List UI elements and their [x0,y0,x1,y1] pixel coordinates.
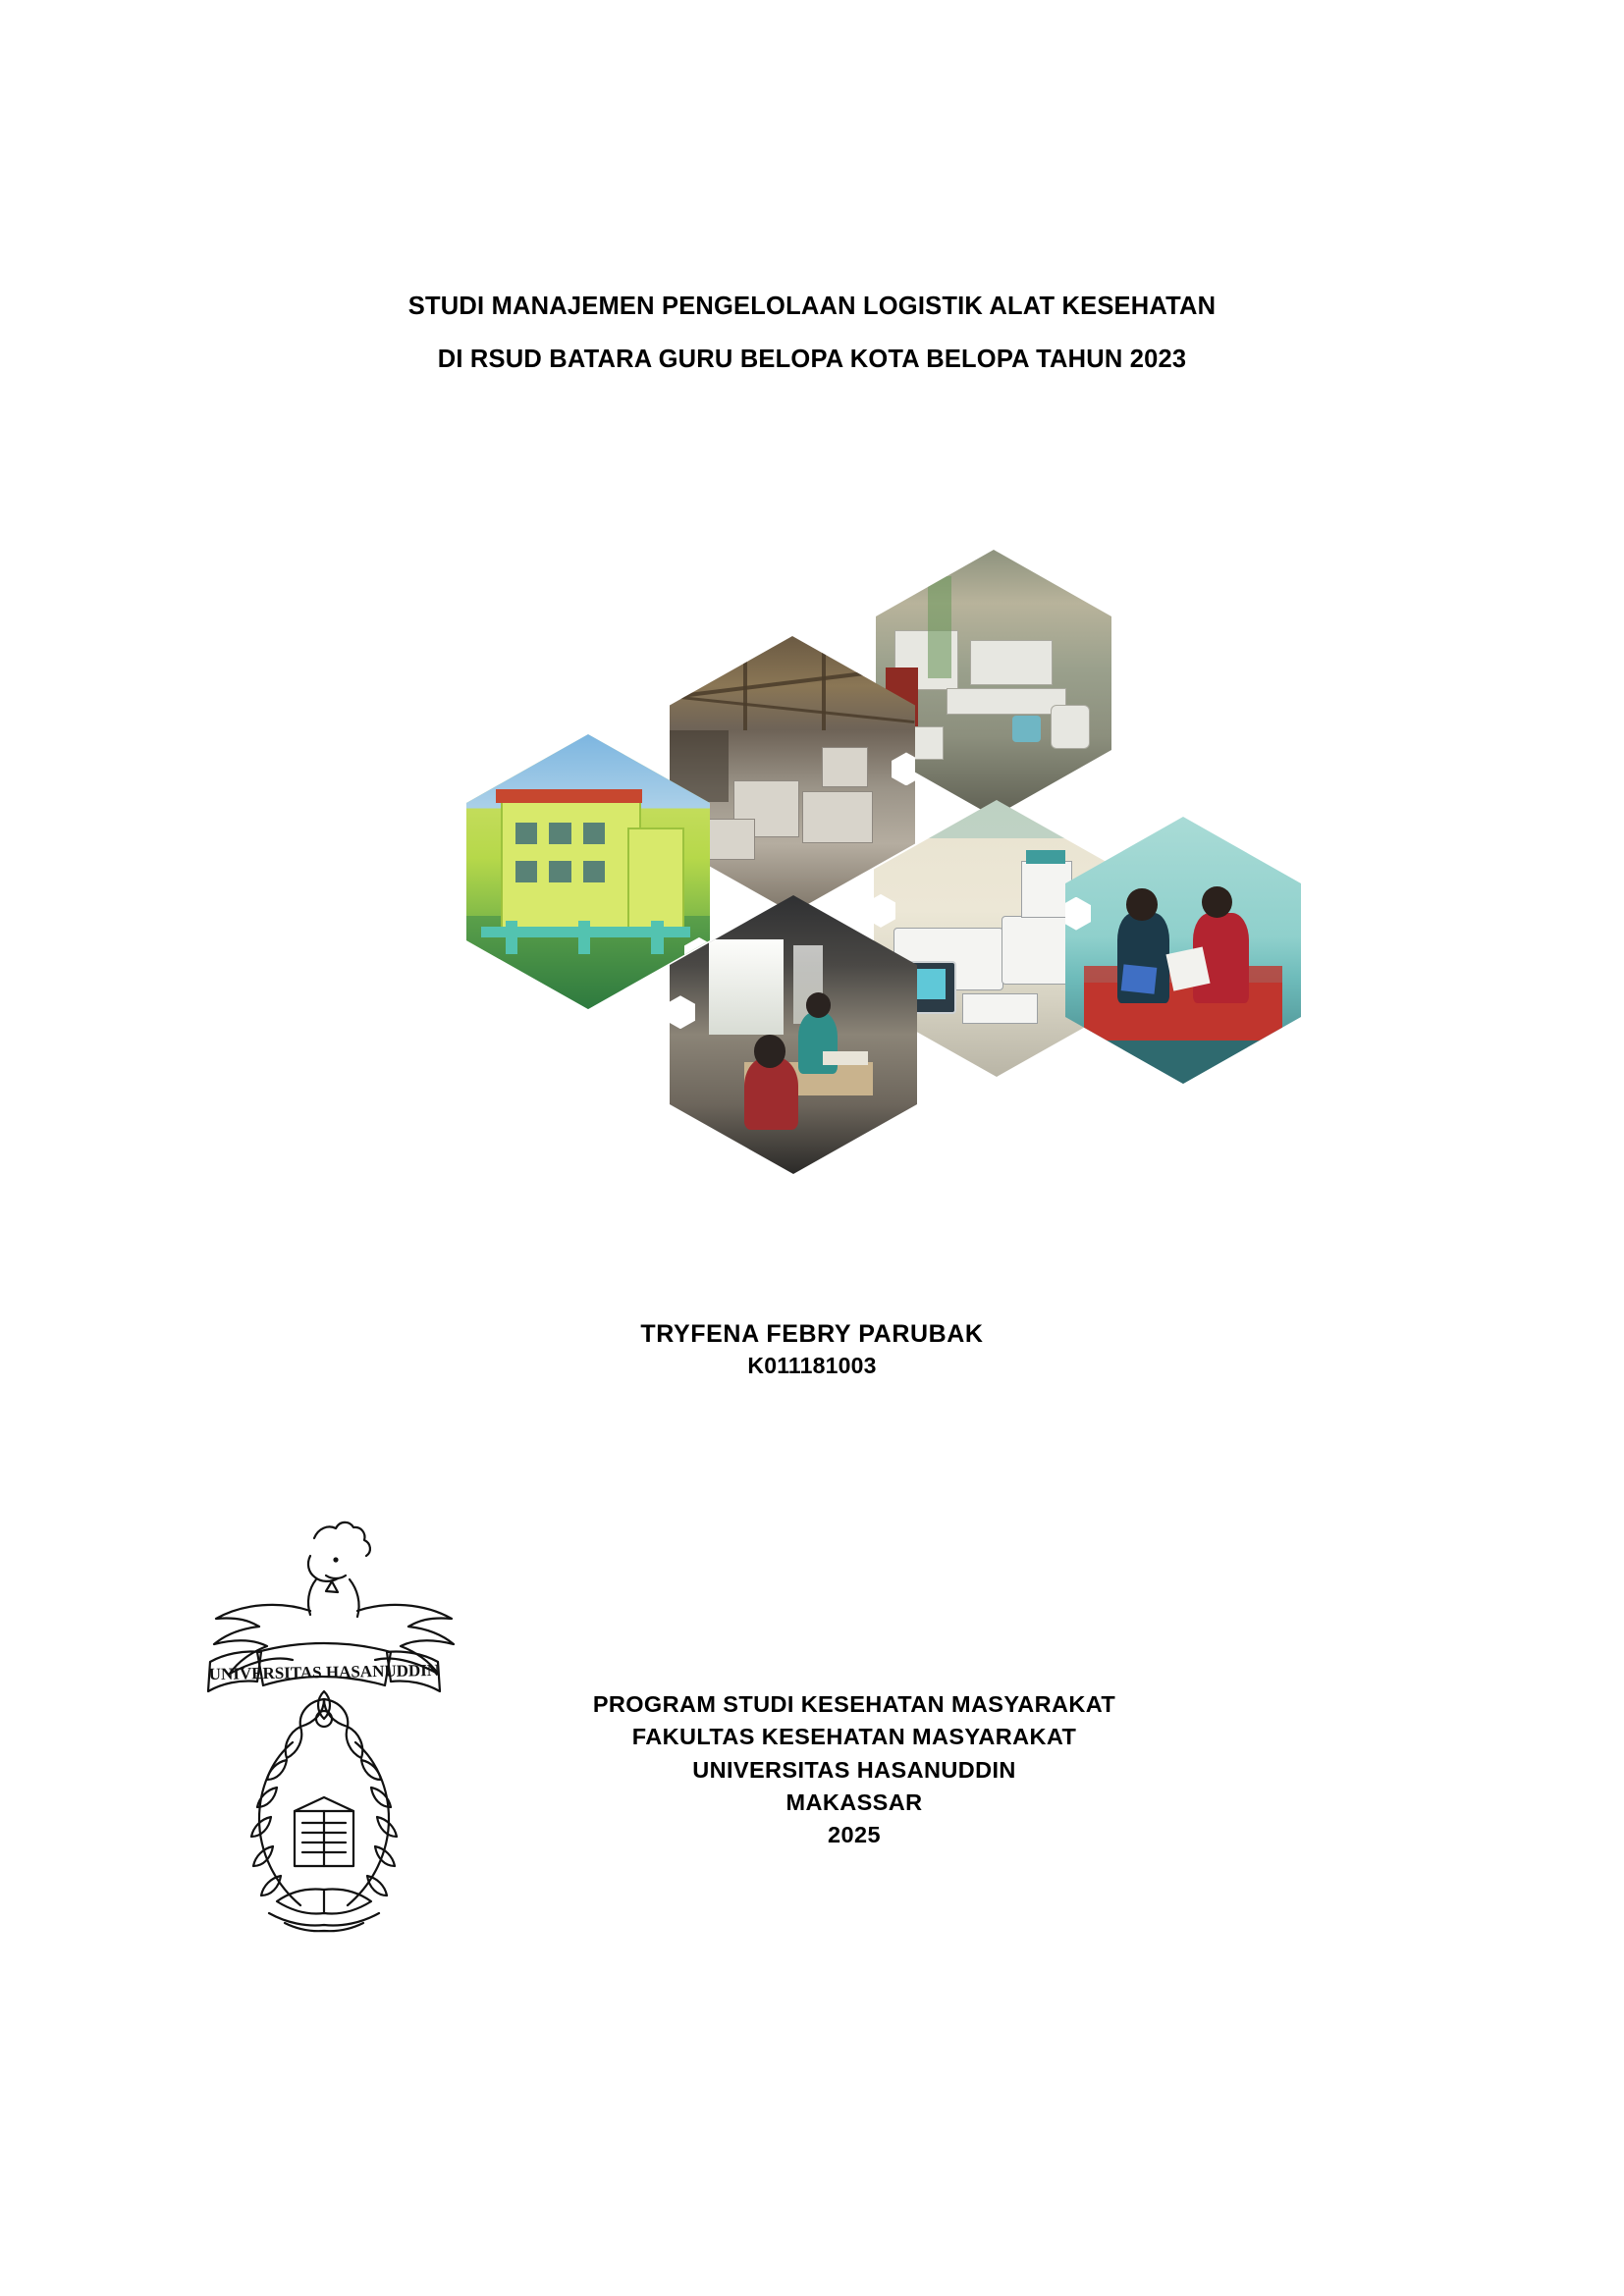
document-title [0,294,1624,400]
author-block [0,1320,1624,1379]
institution-line-2: FAKULTAS KESEHATAN MASYARAKAT [631,1724,1077,1750]
institution-line-4: MAKASSAR [785,1789,923,1816]
title-line-1: STUDI MANAJEMEN PENGELOLAAN LOGISTIK ALAT KESEHATAN [407,293,1217,320]
hexagon-photo-collage [383,550,1296,1198]
title-line-2: DI RSUD BATARA GURU BELOPA KOTA BELOPA TAHUN 2023 [437,345,1187,373]
institution-line-1: PROGRAM STUDI KESEHATAN MASYARAKAT [592,1691,1116,1717]
institution-block [511,1688,1198,1852]
institution-year: 2025 [828,1822,881,1848]
author-name: TRYFENA FEBRY PARUBAK [640,1320,984,1348]
collage-photo-interview-on-bench [1065,817,1301,1084]
universitas-hasanuddin-logo-icon [167,1517,481,1968]
institution-line-3: UNIVERSITAS HASANUDDIN [692,1756,1016,1783]
author-student-id: K011181003 [747,1353,877,1378]
svg-text:UNIVERSITAS HASANUDDIN: UNIVERSITAS HASANUDDIN [208,1660,440,1684]
